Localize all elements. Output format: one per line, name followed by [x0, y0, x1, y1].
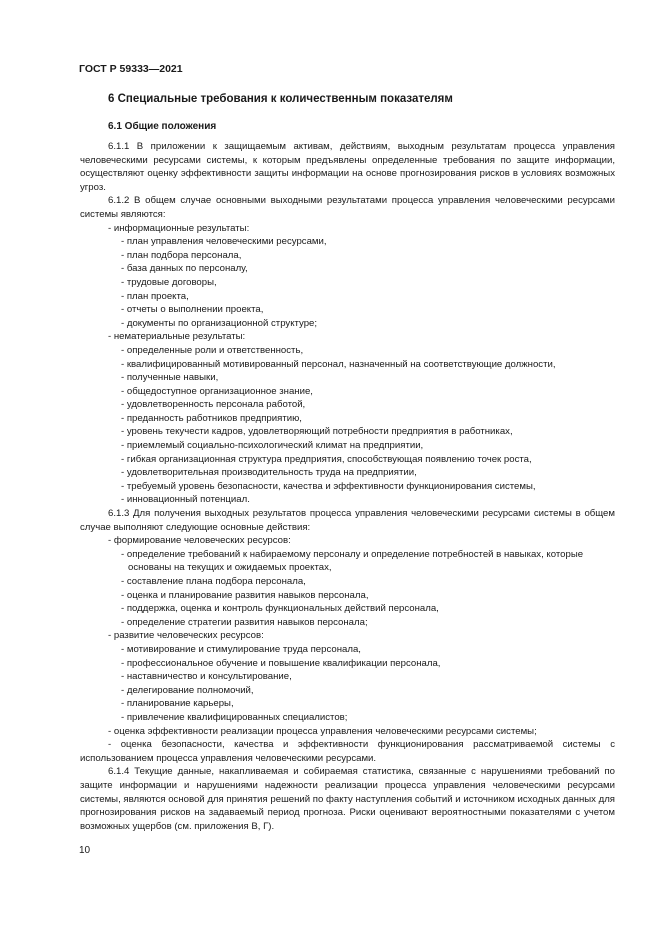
list-item: - оценка и планирование развития навыков персонала, — [121, 589, 369, 601]
list-item: - инновационный потенциал. — [121, 494, 250, 506]
list-item: - квалифицированный мотивированный персонал, назначенный на соответствующие должности, — [121, 358, 556, 370]
list-item: - трудовые договоры, — [121, 276, 217, 288]
list-item: - отчеты о выполнении проекта, — [121, 304, 264, 316]
list-item: - уровень текучести кадров, удовлетворяющий потребности предприятия в работниках, — [121, 426, 513, 438]
list-item: - требуемый уровень безопасности, качества и эффективности функционирования системы, — [121, 480, 536, 492]
list-item: - план управления человеческими ресурсами, — [121, 236, 327, 248]
paragraph-6-1-4: 6.1.4 Текущие данные, накапливаемая и собираемая статистика, связанные с нарушениями требований по защите информации и нарушениями надежности реализации процесса управления человеческими ресурсами системы, являются основой для принятия решений по факту наступления событий и источником исходных данных для прогнозирования рисков на задаваемый период прогноза. Риски оценивают вероятностными показателями с учетом возможных ущербов (см. приложения В, Г). — [80, 766, 615, 832]
list-item: - поддержка, оценка и контроль функциональных действий персонала, — [121, 603, 439, 615]
list-item: - привлечение квалифицированных специалистов; — [121, 711, 348, 723]
list-group-label: - нематериальные результаты: — [108, 331, 246, 343]
list-item: - документы по организационной структуре; — [121, 317, 318, 329]
document-body — [80, 140, 615, 833]
paragraph-6-1-1: 6.1.1 В приложении к защищаемым активам, действиям, выходным результатам процесса управления человеческими ресурсами системы, к которым предъявлены определенные требования по защите информации, осуществляют оценку эффективности защиты информации на основе прогнозирования рисков в условиях возможных угроз. — [80, 141, 615, 193]
list-item-evaluation: - оценка эффективности реализации процесса управления человеческими ресурсами системы; — [108, 725, 537, 737]
paragraph-6-1-2: 6.1.2 В общем случае основными выходными результатами процесса управления человеческими ресурсами системы являются: — [80, 195, 615, 220]
list-item: - полученные навыки, — [121, 372, 219, 384]
list-item: - гибкая организационная структура предприятия, способствующая появлению точек роста, — [121, 453, 532, 465]
page-number: 10 — [79, 845, 91, 856]
list-item: - определенные роли и ответственность, — [121, 344, 304, 356]
list-item: - база данных по персоналу, — [121, 263, 248, 275]
list-group-label: - формирование человеческих ресурсов: — [108, 535, 291, 547]
list-item: - общедоступное организационное знание, — [121, 385, 313, 397]
section-title: 6 Специальные требования к количественным показателям — [108, 93, 453, 105]
list-item: - составление плана подбора персонала, — [121, 576, 306, 587]
list-item: - преданность работников предприятию, — [121, 412, 302, 424]
standard-header: ГОСТ Р 59333—2021 — [79, 63, 183, 75]
list-item: - наставничество и консультирование, — [121, 671, 292, 683]
list-item: - удовлетворенность персонала работой, — [121, 399, 306, 411]
list-item: - делегирование полномочий, — [121, 684, 254, 696]
subsection-title: 6.1 Общие положения — [108, 121, 217, 132]
list-item: - мотивирование и стимулирование труда персонала, — [121, 643, 361, 655]
paragraph-6-1-3: 6.1.3 Для получения выходных результатов процесса управления человеческими ресурсами системы в общем случае выполняют следующие основные действия: — [80, 508, 615, 533]
list-item: - определение требований к набираемому персоналу и определение потребностей в навыках, которые основаны на текущих и ожидаемых проектах, — [121, 548, 584, 574]
list-item-evaluation: - оценка безопасности, качества и эффективности функционирования рассматриваемой системы с использованием процесса управления человеческими ресурсами. — [80, 739, 615, 764]
list-item: - определение стратегии развития навыков персонала; — [121, 616, 368, 628]
list-item: - профессиональное обучение и повышение квалификации персонала, — [121, 657, 441, 669]
list-item: - план проекта, — [121, 290, 189, 302]
list-item: - приемлемый социально-психологический климат на предприятии, — [121, 440, 424, 452]
list-item: - удовлетворительная производительность труда на предприятии, — [121, 467, 417, 479]
list-group-label: - информационные результаты: — [108, 222, 250, 234]
list-group-label: - развитие человеческих ресурсов: — [108, 630, 264, 642]
list-item: - планирование карьеры, — [121, 698, 234, 710]
list-item: - план подбора персонала, — [121, 249, 242, 261]
